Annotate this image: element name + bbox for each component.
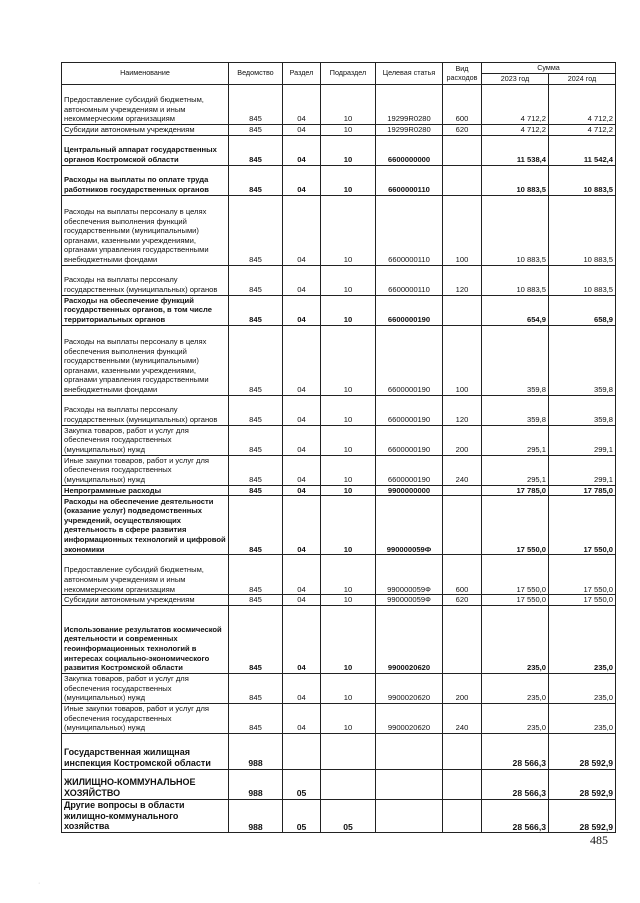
row-target: 6600000000	[376, 135, 443, 165]
row-sum-2024: 4 712,2	[549, 85, 616, 125]
row-section	[283, 733, 321, 769]
row-type	[443, 485, 482, 496]
row-dept: 988	[229, 799, 283, 832]
row-type	[443, 769, 482, 799]
row-section: 04	[283, 496, 321, 555]
row-sum-2024: 658,9	[549, 295, 616, 325]
header-dept: Ведомство	[229, 63, 283, 85]
row-type	[443, 496, 482, 555]
row-sum-2024: 4 712,2	[549, 125, 616, 136]
row-dept: 845	[229, 125, 283, 136]
row-subsection: 10	[321, 395, 376, 425]
row-dept: 845	[229, 555, 283, 595]
table-row	[62, 673, 616, 703]
row-section: 04	[283, 165, 321, 195]
row-sum-2024: 359,8	[549, 395, 616, 425]
row-sum-2023: 235,0	[482, 605, 549, 673]
row-name: Иные закупки товаров, работ и услуг для обеспечения государственных (муниципальных) нужд	[62, 703, 229, 733]
row-type	[443, 799, 482, 832]
table-row	[62, 605, 616, 673]
row-sum-2024: 17 550,0	[549, 555, 616, 595]
row-dept: 988	[229, 769, 283, 799]
row-target: 990000059Ф	[376, 555, 443, 595]
row-sum-2023: 235,0	[482, 673, 549, 703]
row-section: 04	[283, 485, 321, 496]
row-sum-2024: 28 592,9	[549, 733, 616, 769]
row-subsection: 10	[321, 673, 376, 703]
row-sum-2023: 28 566,3	[482, 769, 549, 799]
row-type: 120	[443, 395, 482, 425]
row-subsection: 10	[321, 595, 376, 606]
row-dept: 845	[229, 85, 283, 125]
row-name: Расходы на выплаты по оплате труда работников государственных органов	[62, 165, 229, 195]
row-sum-2023: 4 712,2	[482, 125, 549, 136]
row-section: 04	[283, 395, 321, 425]
table-row	[62, 195, 616, 265]
row-section: 05	[283, 799, 321, 832]
row-section: 04	[283, 295, 321, 325]
row-name: Расходы на обеспечение деятельности (оказание услуг) подведомственных учреждений, осуществляющих деятельность в сфере развития информационных технологий и цифровой экономики	[62, 496, 229, 555]
header-sum: Сумма	[482, 63, 616, 74]
row-dept: 845	[229, 455, 283, 485]
table-row	[62, 125, 616, 136]
row-name: Иные закупки товаров, работ и услуг для обеспечения государственных (муниципальных) нужд	[62, 455, 229, 485]
row-type: 100	[443, 325, 482, 395]
row-target: 6600000190	[376, 425, 443, 455]
row-target: 990000059Ф	[376, 595, 443, 606]
row-section: 04	[283, 703, 321, 733]
table-row	[62, 265, 616, 295]
row-dept: 845	[229, 135, 283, 165]
row-type: 200	[443, 425, 482, 455]
table-row	[62, 555, 616, 595]
row-subsection: 10	[321, 325, 376, 395]
row-sum-2024: 235,0	[549, 703, 616, 733]
row-dept: 845	[229, 325, 283, 395]
row-sum-2024: 17 785,0	[549, 485, 616, 496]
table-row	[62, 733, 616, 769]
table-row	[62, 703, 616, 733]
row-subsection: 10	[321, 85, 376, 125]
row-subsection: 10	[321, 455, 376, 485]
row-dept: 845	[229, 485, 283, 496]
row-sum-2023: 654,9	[482, 295, 549, 325]
row-name: Расходы на выплаты персоналу государственных (муниципальных) органов	[62, 265, 229, 295]
row-target	[376, 799, 443, 832]
row-target: 9900020620	[376, 673, 443, 703]
row-target: 6600000110	[376, 265, 443, 295]
table-body	[62, 85, 616, 833]
row-name: Субсидии автономным учреждениям	[62, 595, 229, 606]
row-name: Расходы на выплаты персоналу в целях обеспечения выполнения функций государственными (муниципальными) органами, казенными учреждениями, органами управления государственными внебюджетными фондами	[62, 195, 229, 265]
row-type	[443, 295, 482, 325]
table-row	[62, 165, 616, 195]
row-target	[376, 733, 443, 769]
row-subsection: 10	[321, 425, 376, 455]
row-name: Использование результатов космической деятельности и современных геоинформационных технологий в интересах социально-экономического развития Костромской области	[62, 605, 229, 673]
table-row	[62, 799, 616, 832]
row-sum-2023: 17 550,0	[482, 555, 549, 595]
row-subsection: 10	[321, 295, 376, 325]
row-sum-2024: 10 883,5	[549, 195, 616, 265]
table-row	[62, 769, 616, 799]
row-section: 04	[283, 325, 321, 395]
table-row	[62, 496, 616, 555]
row-sum-2023: 17 785,0	[482, 485, 549, 496]
row-name: Закупка товаров, работ и услуг для обеспечения государственных (муниципальных) нужд	[62, 673, 229, 703]
row-section: 04	[283, 85, 321, 125]
row-section: 04	[283, 135, 321, 165]
row-sum-2024: 28 592,9	[549, 769, 616, 799]
row-dept: 988	[229, 733, 283, 769]
row-sum-2024: 10 883,5	[549, 265, 616, 295]
row-type: 120	[443, 265, 482, 295]
row-type: 620	[443, 125, 482, 136]
header-target: Целевая статья	[376, 63, 443, 85]
row-sum-2024: 10 883,5	[549, 165, 616, 195]
row-type: 600	[443, 85, 482, 125]
row-section: 05	[283, 769, 321, 799]
row-target: 19299R0280	[376, 125, 443, 136]
row-subsection: 10	[321, 125, 376, 136]
table-row	[62, 455, 616, 485]
row-section: 04	[283, 595, 321, 606]
row-target: 990000059Ф	[376, 496, 443, 555]
row-target: 6600000190	[376, 395, 443, 425]
row-dept: 845	[229, 595, 283, 606]
row-name: Предоставление субсидий бюджетным, автономным учреждениям и иным некоммерческим организациям	[62, 555, 229, 595]
header-type: Вид расходов	[443, 63, 482, 85]
table-row	[62, 485, 616, 496]
page-number: 485	[590, 833, 608, 847]
row-sum-2024: 359,8	[549, 325, 616, 395]
header-year-2023: 2023 год	[482, 74, 549, 85]
row-target	[376, 769, 443, 799]
row-sum-2023: 359,8	[482, 395, 549, 425]
row-sum-2023: 235,0	[482, 703, 549, 733]
row-target: 9900000000	[376, 485, 443, 496]
row-subsection: 10	[321, 135, 376, 165]
row-dept: 845	[229, 195, 283, 265]
row-dept: 845	[229, 165, 283, 195]
row-type: 600	[443, 555, 482, 595]
row-type	[443, 135, 482, 165]
row-name: Государственная жилищная инспекция Костромской области	[62, 733, 229, 769]
row-target: 6600000190	[376, 325, 443, 395]
table-row	[62, 85, 616, 125]
row-name: Непрограммные расходы	[62, 485, 229, 496]
row-name: Предоставление субсидий бюджетным, автономным учреждениям и иным некоммерческим организациям	[62, 85, 229, 125]
header-year-2024: 2024 год	[549, 74, 616, 85]
row-type: 620	[443, 595, 482, 606]
table-row	[62, 425, 616, 455]
row-target: 6600000110	[376, 195, 443, 265]
row-subsection	[321, 733, 376, 769]
row-sum-2023: 10 883,5	[482, 265, 549, 295]
row-sum-2024: 235,0	[549, 605, 616, 673]
row-dept: 845	[229, 395, 283, 425]
table-row	[62, 325, 616, 395]
row-sum-2024: 235,0	[549, 673, 616, 703]
row-sum-2024: 299,1	[549, 425, 616, 455]
row-sum-2023: 10 883,5	[482, 195, 549, 265]
row-name: Расходы на обеспечение функций государственных органов, в том числе территориальных органов	[62, 295, 229, 325]
row-type: 100	[443, 195, 482, 265]
row-type: 200	[443, 673, 482, 703]
row-sum-2023: 10 883,5	[482, 165, 549, 195]
row-dept: 845	[229, 496, 283, 555]
row-name: Расходы на выплаты персоналу государственных (муниципальных) органов	[62, 395, 229, 425]
row-subsection: 10	[321, 265, 376, 295]
row-sum-2023: 359,8	[482, 325, 549, 395]
row-subsection: 10	[321, 496, 376, 555]
row-type: 240	[443, 455, 482, 485]
row-subsection: 10	[321, 485, 376, 496]
row-dept: 845	[229, 425, 283, 455]
row-sum-2023: 4 712,2	[482, 85, 549, 125]
row-type	[443, 165, 482, 195]
header-subsection: Подраздел	[321, 63, 376, 85]
table-row	[62, 395, 616, 425]
row-sum-2023: 295,1	[482, 425, 549, 455]
row-dept: 845	[229, 703, 283, 733]
table-header-row	[62, 63, 616, 74]
row-dept: 845	[229, 295, 283, 325]
row-section: 04	[283, 455, 321, 485]
budget-table	[61, 62, 616, 833]
row-target: 6600000190	[376, 455, 443, 485]
row-name: Закупка товаров, работ и услуг для обеспечения государственных (муниципальных) нужд	[62, 425, 229, 455]
row-subsection: 05	[321, 799, 376, 832]
row-section: 04	[283, 125, 321, 136]
row-subsection: 10	[321, 165, 376, 195]
row-section: 04	[283, 673, 321, 703]
table-row	[62, 595, 616, 606]
row-name: Центральный аппарат государственных органов Костромской области	[62, 135, 229, 165]
row-target: 6600000110	[376, 165, 443, 195]
row-section: 04	[283, 195, 321, 265]
row-sum-2023: 17 550,0	[482, 496, 549, 555]
row-subsection	[321, 769, 376, 799]
row-subsection: 10	[321, 605, 376, 673]
row-sum-2023: 11 538,4	[482, 135, 549, 165]
row-subsection: 10	[321, 195, 376, 265]
row-dept: 845	[229, 265, 283, 295]
row-sum-2024: 28 592,9	[549, 799, 616, 832]
row-section: 04	[283, 605, 321, 673]
row-name: Субсидии автономным учреждениям	[62, 125, 229, 136]
row-sum-2024: 11 542,4	[549, 135, 616, 165]
row-subsection: 10	[321, 555, 376, 595]
row-name: Другие вопросы в области жилищно-коммунального хозяйства	[62, 799, 229, 832]
row-subsection: 10	[321, 703, 376, 733]
row-target: 19299R0280	[376, 85, 443, 125]
header-name: Наименование	[62, 63, 229, 85]
row-target: 6600000190	[376, 295, 443, 325]
row-sum-2024: 17 550,0	[549, 595, 616, 606]
row-sum-2024: 17 550,0	[549, 496, 616, 555]
row-sum-2024: 299,1	[549, 455, 616, 485]
row-section: 04	[283, 265, 321, 295]
table-row	[62, 295, 616, 325]
row-dept: 845	[229, 605, 283, 673]
row-target: 9900020620	[376, 703, 443, 733]
header-section: Раздел	[283, 63, 321, 85]
row-section: 04	[283, 555, 321, 595]
row-name: ЖИЛИЩНО-КОММУНАЛЬНОЕ ХОЗЯЙСТВО	[62, 769, 229, 799]
row-sum-2023: 28 566,3	[482, 733, 549, 769]
row-type	[443, 605, 482, 673]
row-dept: 845	[229, 673, 283, 703]
row-name: Расходы на выплаты персоналу в целях обеспечения выполнения функций государственными (муниципальными) органами, казенными учреждениями, органами управления государственными внебюджетными фондами	[62, 325, 229, 395]
row-type	[443, 733, 482, 769]
scan-mark: ·	[38, 880, 41, 887]
row-sum-2023: 17 550,0	[482, 595, 549, 606]
table-row	[62, 135, 616, 165]
row-section: 04	[283, 425, 321, 455]
row-target: 9900020620	[376, 605, 443, 673]
row-type: 240	[443, 703, 482, 733]
row-sum-2023: 295,1	[482, 455, 549, 485]
row-sum-2023: 28 566,3	[482, 799, 549, 832]
